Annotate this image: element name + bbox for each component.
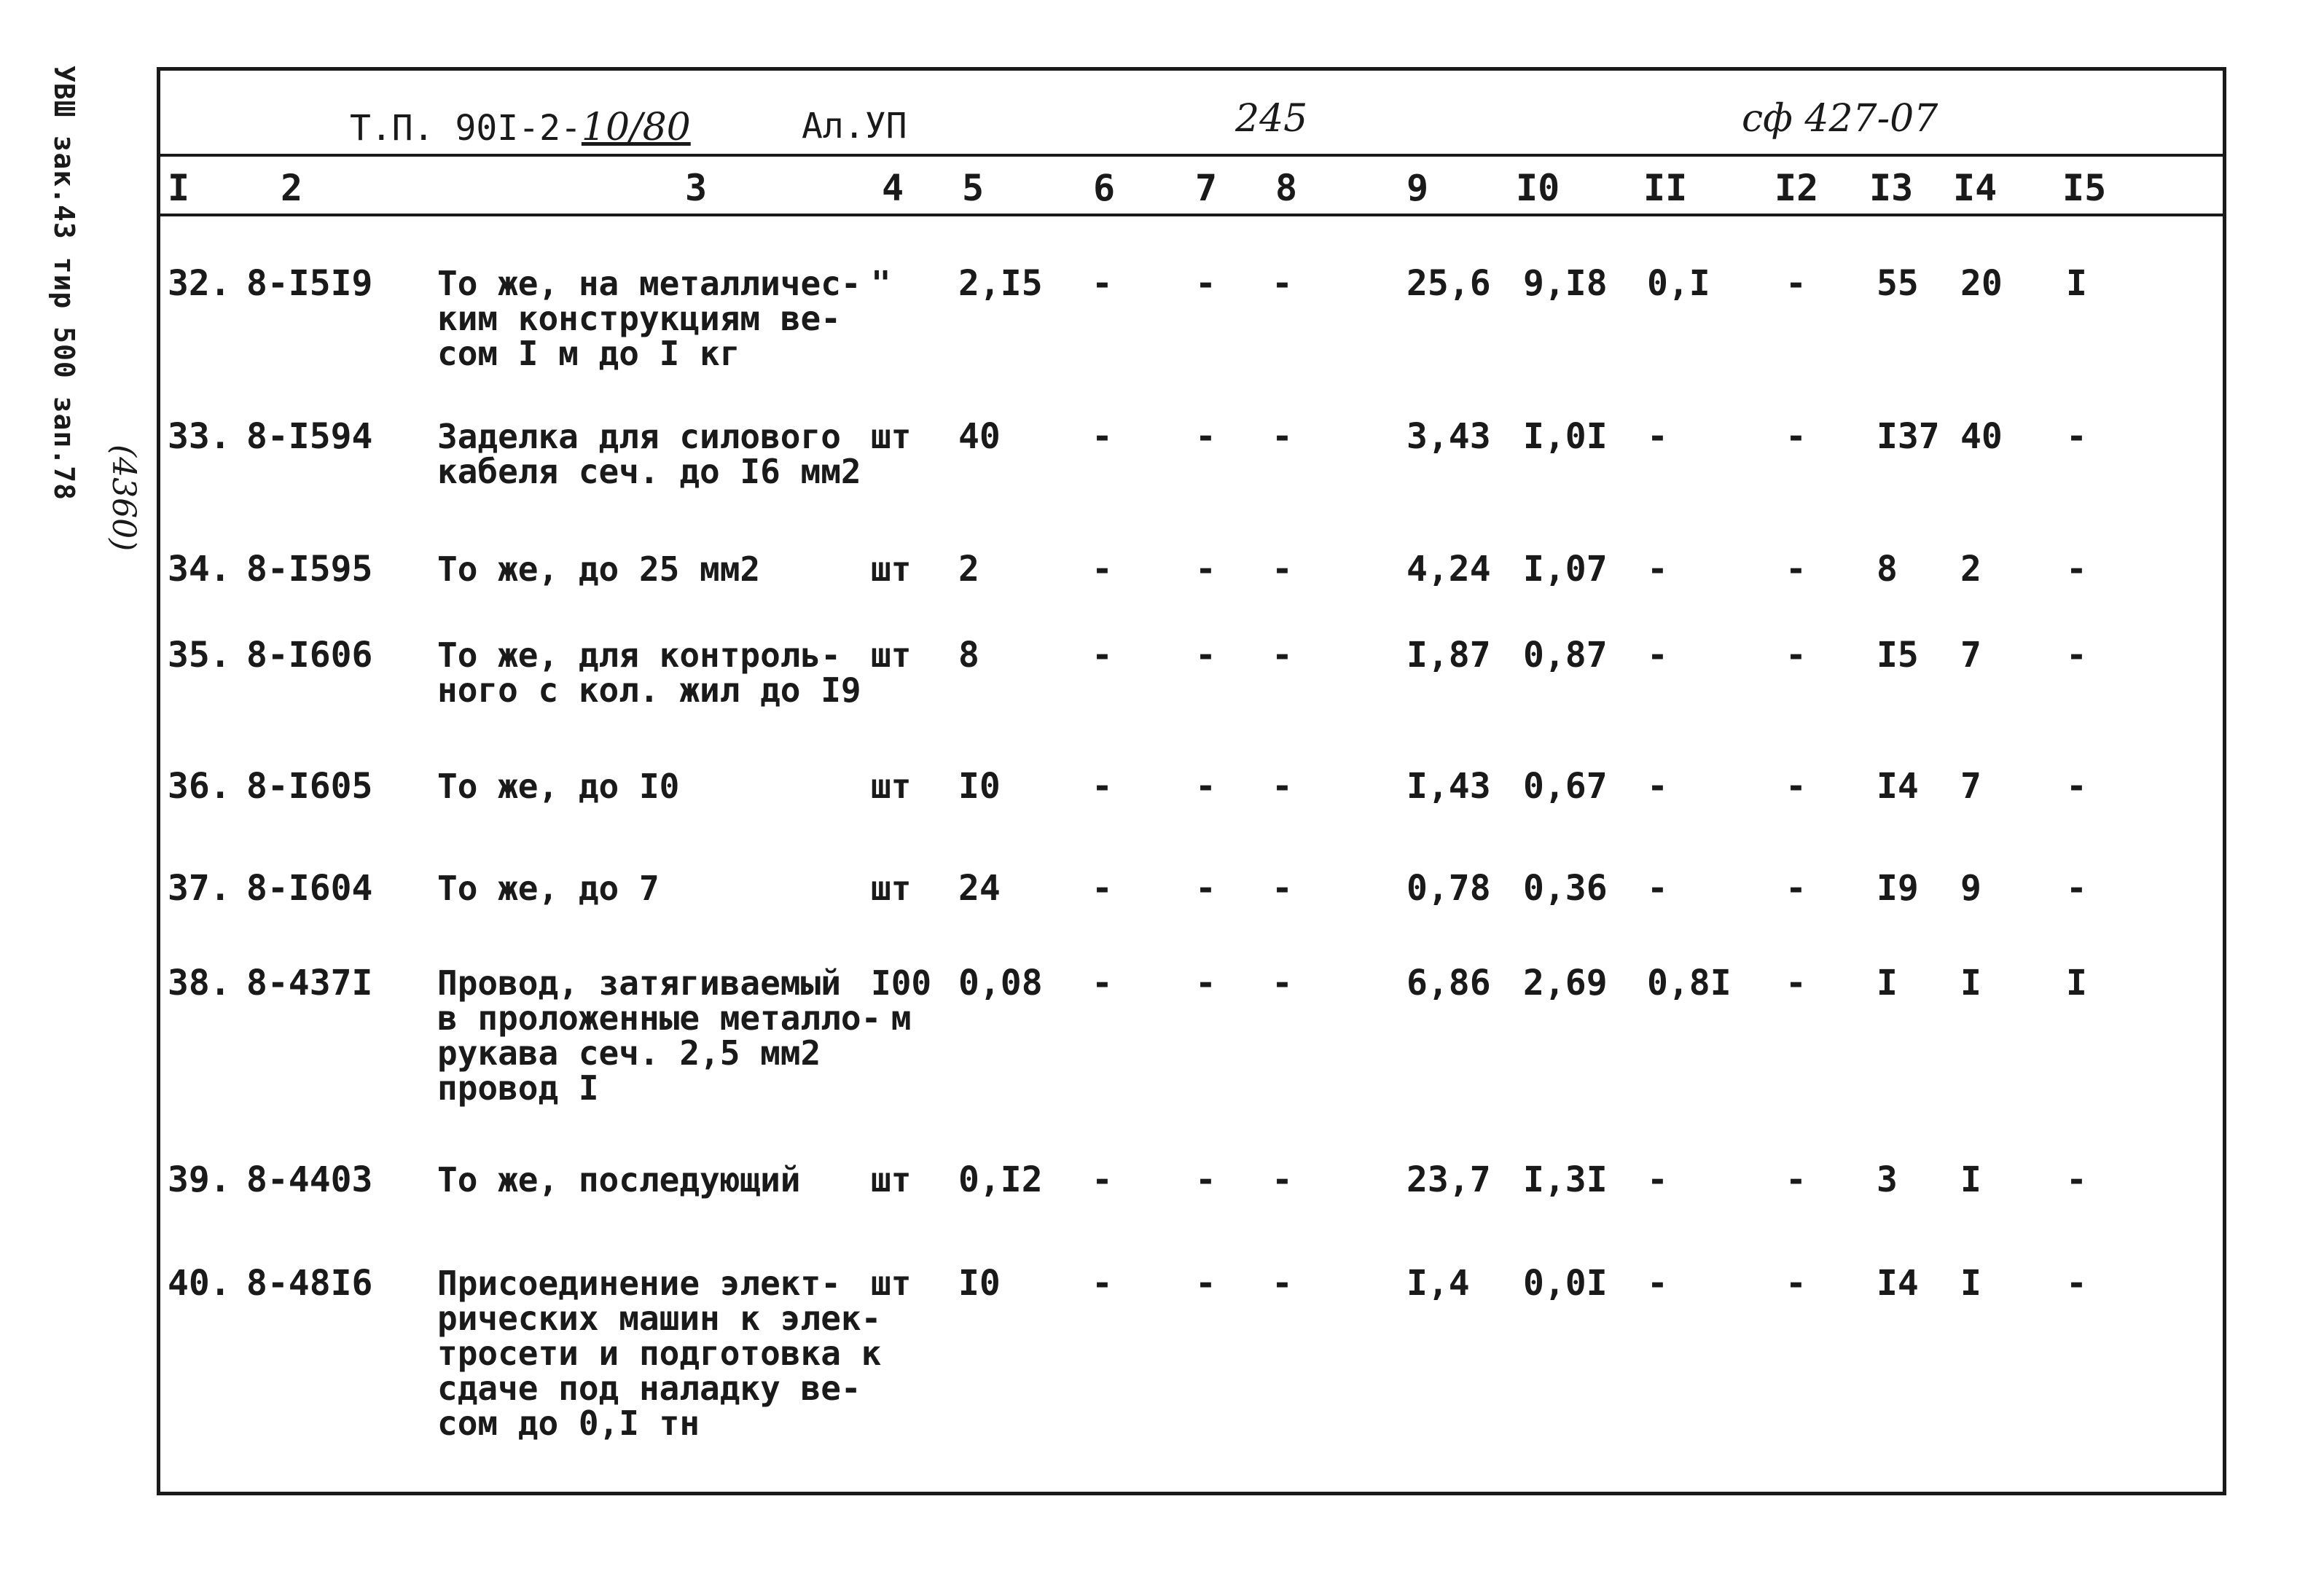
col-7-value: - [1195, 635, 1216, 676]
quantity: I0 [958, 766, 1001, 807]
col-10-value: 2,69 [1523, 963, 1608, 1003]
col-7-value: - [1195, 868, 1216, 909]
col-15-value: - [2066, 549, 2087, 590]
col-8-value: - [1272, 1159, 1293, 1200]
work-description: Провод, затягиваемый в проложенные металло- рукава сеч. 2,5 мм2 провод I [437, 963, 882, 1108]
row-number: 36. [168, 766, 231, 807]
column-number: I0 [1516, 167, 1560, 209]
work-description: То же, до 25 мм2 [437, 549, 761, 589]
col-13-value: I37 [1877, 416, 1940, 457]
page-number: 245 [1235, 97, 1308, 141]
unit-of-measure: шт [871, 417, 912, 456]
col-13-value: 55 [1877, 263, 1919, 304]
work-description: Заделка для силового кабеля сеч. до I6 мм2 [437, 417, 861, 491]
column-number: 9 [1406, 167, 1429, 209]
col-15-value: - [2066, 1263, 2087, 1304]
norm-code: 8-I5I9 [246, 263, 373, 304]
work-description: Присоединение элект- рических машин к элек- тросети и подготовка к сдаче под наладку ве- сом до 0,I тн [437, 1264, 882, 1443]
row-number: 40. [168, 1263, 231, 1304]
quantity: 2,I5 [958, 263, 1043, 304]
col-13-value: 8 [1877, 549, 1898, 590]
work-description: То же, для контроль- ного с кол. жил до I9 [437, 635, 861, 710]
col-9-value: 23,7 [1406, 1159, 1491, 1200]
work-description: То же, на металличес- ким конструкциям ве- сом I м до I кг [437, 264, 861, 373]
quantity: 0,I2 [958, 1159, 1043, 1200]
col-6-value: - [1092, 868, 1113, 909]
norm-code: 8-I606 [246, 635, 373, 676]
col-10-value: I,3I [1523, 1159, 1608, 1200]
col-9-value: I,87 [1406, 635, 1491, 676]
col-13-value: I9 [1877, 868, 1919, 909]
col-11-value: - [1647, 1159, 1668, 1200]
col-11-value: 0,I [1647, 263, 1710, 304]
col-13-value: I4 [1877, 766, 1919, 807]
quantity: 40 [958, 416, 1001, 457]
col-14-value: 9 [1960, 868, 1981, 909]
col-11-value: - [1647, 1263, 1668, 1304]
col-10-value: 0,87 [1523, 635, 1608, 676]
col-10-value: I,0I [1523, 416, 1608, 457]
col-11-value: - [1647, 635, 1668, 676]
norm-code: 8-I594 [246, 416, 373, 457]
row-number: 33. [168, 416, 231, 457]
col-8-value: - [1272, 635, 1293, 676]
col-6-value: - [1092, 416, 1113, 457]
col-12-value: - [1785, 635, 1807, 676]
col-8-value: - [1272, 766, 1293, 807]
unit-of-measure: шт [871, 1264, 912, 1303]
col-14-value: 7 [1960, 635, 1981, 676]
unit-of-measure: шт [871, 1160, 912, 1199]
col-8-value: - [1272, 549, 1293, 590]
quantity: 8 [958, 635, 979, 676]
row-number: 35. [168, 635, 231, 676]
col-11-value: - [1647, 416, 1668, 457]
quantity: 2 [958, 549, 979, 590]
col-15-value: I [2066, 963, 2087, 1003]
norm-code: 8-I605 [246, 766, 373, 807]
document-frame [157, 67, 2226, 1495]
column-number: I5 [2062, 167, 2107, 209]
col-15-value: - [2066, 635, 2087, 676]
column-number: 4 [882, 167, 904, 209]
project-suffix: 10/80 [581, 106, 691, 149]
handwritten-sheet-number: (4360) [105, 445, 142, 552]
col-9-value: I,43 [1406, 766, 1491, 807]
column-number: 7 [1195, 167, 1218, 209]
col-14-value: 2 [1960, 549, 1981, 590]
col-9-value: 4,24 [1406, 549, 1491, 590]
col-6-value: - [1092, 1263, 1113, 1304]
col-15-value: - [2066, 868, 2087, 909]
column-number: 2 [281, 167, 303, 209]
norm-code: 8-I604 [246, 868, 373, 909]
col-14-value: I [1960, 1159, 1981, 1200]
column-number: 3 [685, 167, 708, 209]
col-14-value: 20 [1960, 263, 2003, 304]
col-15-value: - [2066, 1159, 2087, 1200]
col-12-value: - [1785, 1263, 1807, 1304]
column-number: I2 [1775, 167, 1819, 209]
unit-of-measure: шт [871, 635, 912, 675]
col-9-value: I,4 [1406, 1263, 1470, 1304]
column-number: 5 [962, 167, 985, 209]
print-stamp-text: УВШ зак.43 тир 500 зап.78 [48, 66, 80, 501]
column-number: I3 [1869, 167, 1914, 209]
col-7-value: - [1195, 1159, 1216, 1200]
col-11-value: - [1647, 766, 1668, 807]
col-13-value: 3 [1877, 1159, 1898, 1200]
col-12-value: - [1785, 766, 1807, 807]
col-7-value: - [1195, 549, 1216, 590]
col-12-value: - [1785, 416, 1807, 457]
unit-of-measure: шт [871, 869, 912, 908]
quantity: I0 [958, 1263, 1001, 1304]
quantity: 0,08 [958, 963, 1043, 1003]
unit-of-measure: I00 м [871, 963, 932, 1038]
work-description: То же, последующий [437, 1160, 801, 1199]
col-6-value: - [1092, 263, 1113, 304]
work-description: То же, до 7 [437, 869, 660, 908]
col-14-value: 40 [1960, 416, 2003, 457]
column-number: I [168, 167, 190, 209]
col-7-value: - [1195, 1263, 1216, 1304]
col-12-value: - [1785, 963, 1807, 1003]
norm-code: 8-4403 [246, 1159, 373, 1200]
col-8-value: - [1272, 868, 1293, 909]
col-13-value: I [1877, 963, 1898, 1003]
col-8-value: - [1272, 1263, 1293, 1304]
row-number: 39. [168, 1159, 231, 1200]
col-12-value: - [1785, 263, 1807, 304]
col-11-value: - [1647, 549, 1668, 590]
col-12-value: - [1785, 1159, 1807, 1200]
col-9-value: 3,43 [1406, 416, 1491, 457]
sheet-header [160, 71, 2223, 157]
col-6-value: - [1092, 1159, 1113, 1200]
album-label: Ал.УП [802, 106, 907, 146]
project-designation [350, 106, 691, 149]
unit-of-measure: шт [871, 549, 912, 589]
row-number: 38. [168, 963, 231, 1003]
col-14-value: I [1960, 963, 1981, 1003]
row-number: 32. [168, 263, 231, 304]
col-6-value: - [1092, 635, 1113, 676]
col-10-value: 0,36 [1523, 868, 1608, 909]
document-code: сф 427-07 [1742, 97, 1938, 141]
row-number: 37. [168, 868, 231, 909]
col-13-value: I4 [1877, 1263, 1919, 1304]
column-number: II [1643, 167, 1688, 209]
column-number: I4 [1953, 167, 1998, 209]
col-12-value: - [1785, 868, 1807, 909]
norm-code: 8-48I6 [246, 1263, 373, 1304]
col-14-value: I [1960, 1263, 1981, 1304]
col-10-value: I,07 [1523, 549, 1608, 590]
col-15-value: - [2066, 416, 2087, 457]
col-6-value: - [1092, 549, 1113, 590]
project-prefix: Т.П. 90I-2- [350, 108, 582, 149]
column-number-row [160, 157, 2223, 216]
col-9-value: 0,78 [1406, 868, 1491, 909]
column-number: 6 [1093, 167, 1116, 209]
col-10-value: 0,0I [1523, 1263, 1608, 1304]
col-7-value: - [1195, 416, 1216, 457]
col-11-value: - [1647, 868, 1668, 909]
col-8-value: - [1272, 416, 1293, 457]
col-10-value: 9,I8 [1523, 263, 1608, 304]
col-15-value: I [2066, 263, 2087, 304]
row-number: 34. [168, 549, 231, 590]
quantity: 24 [958, 868, 1001, 909]
col-7-value: - [1195, 963, 1216, 1003]
col-6-value: - [1092, 963, 1113, 1003]
col-6-value: - [1092, 766, 1113, 807]
col-13-value: I5 [1877, 635, 1919, 676]
col-9-value: 25,6 [1406, 263, 1491, 304]
col-14-value: 7 [1960, 766, 1981, 807]
margin-stamp [48, 66, 160, 619]
col-15-value: - [2066, 766, 2087, 807]
col-9-value: 6,86 [1406, 963, 1491, 1003]
unit-of-measure: " [871, 264, 891, 303]
col-10-value: 0,67 [1523, 766, 1608, 807]
col-7-value: - [1195, 263, 1216, 304]
col-8-value: - [1272, 963, 1293, 1003]
norm-code: 8-I595 [246, 549, 373, 590]
column-number: 8 [1275, 167, 1298, 209]
work-description: То же, до I0 [437, 767, 680, 806]
col-8-value: - [1272, 263, 1293, 304]
col-12-value: - [1785, 549, 1807, 590]
norm-code: 8-437I [246, 963, 373, 1003]
col-7-value: - [1195, 766, 1216, 807]
unit-of-measure: шт [871, 767, 912, 806]
col-11-value: 0,8I [1647, 963, 1732, 1003]
